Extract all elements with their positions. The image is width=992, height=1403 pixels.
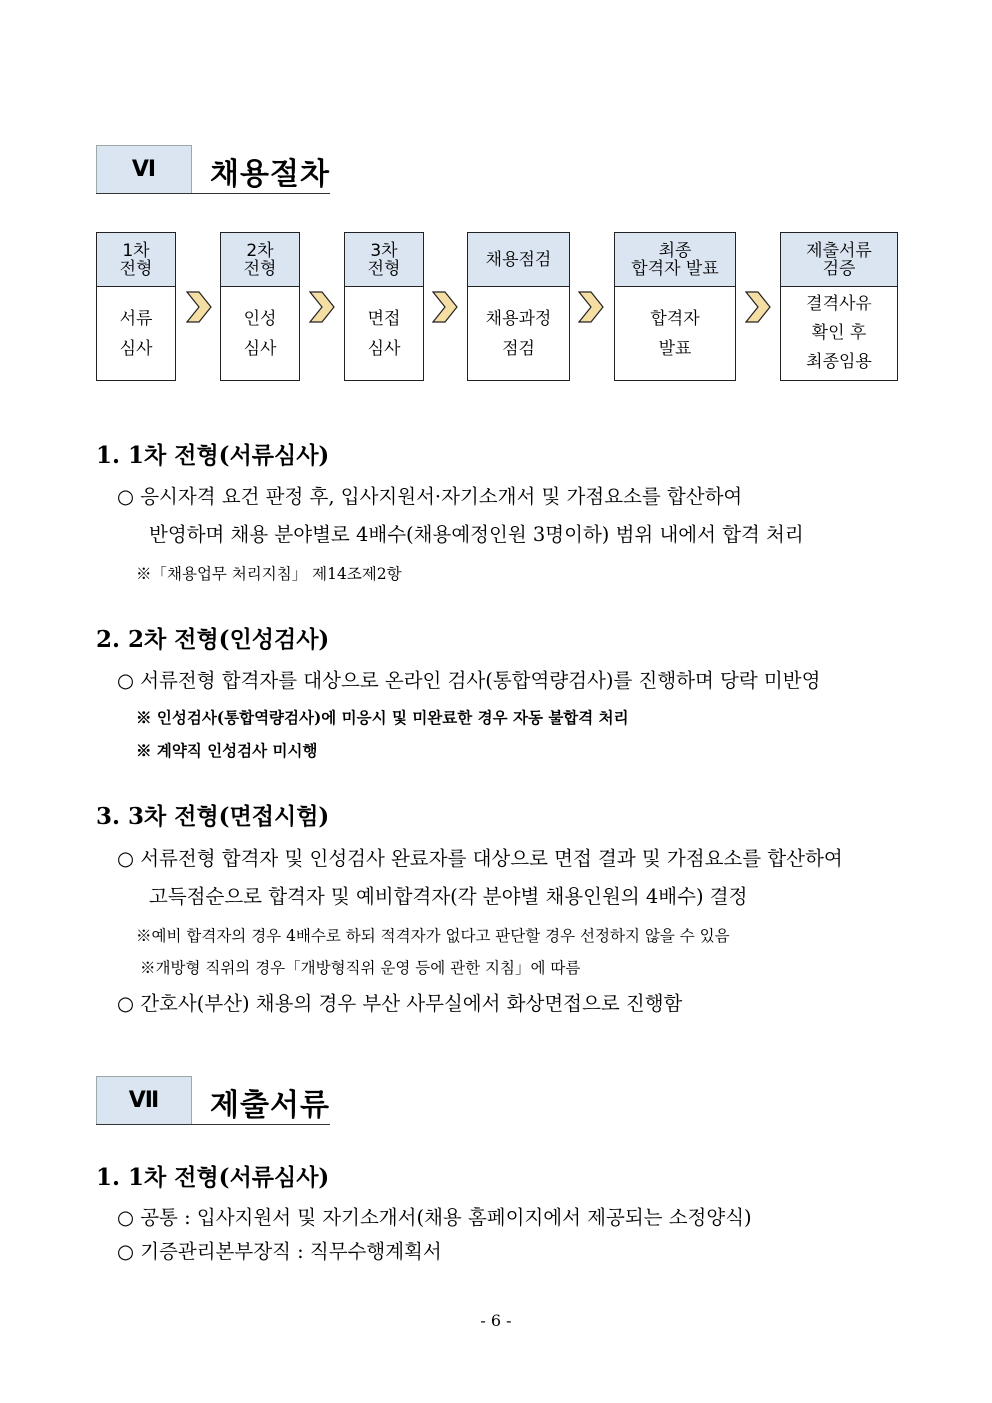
bullet-line: ○ 기증관리본부장직 : 직무수행계획서 xyxy=(117,1240,442,1263)
section-title: 채용절차 xyxy=(210,157,330,192)
flow-step-desc: 합격자 발표 xyxy=(650,308,700,359)
chevron-right-icon xyxy=(186,291,212,323)
reference-note: ※개방형 직위의 경우「개방형직위 운영 등에 관한 지침」에 따름 xyxy=(140,959,581,977)
bullet-line: ○ 간호사(부산) 채용의 경우 부산 사무실에서 화상면접으로 진행함 xyxy=(117,992,683,1015)
bullet-line: ○ 서류전형 합격자 및 인성검사 완료자를 대상으로 면접 결과 및 가점요소를 합산하여 xyxy=(117,847,843,870)
chevron-right-icon xyxy=(745,291,771,323)
subsection-heading: 1. 1차 전형(서류심사) xyxy=(96,442,330,469)
bullet-line-continued: 반영하며 채용 분야별로 4배수(채용예정인원 3명이하) 범위 내에서 합격 처리 xyxy=(149,523,804,546)
flow-step-desc: 채용과정 점검 xyxy=(485,308,552,359)
flow-step-title: 채용점검 xyxy=(468,233,569,287)
flow-step-2 xyxy=(220,232,300,381)
flow-step-1 xyxy=(96,232,176,381)
flow-step-4 xyxy=(467,232,570,381)
flow-step-desc: 인성 심사 xyxy=(243,308,277,359)
section-header-7 xyxy=(96,1076,330,1125)
section-number: Ⅵ xyxy=(96,145,192,193)
chevron-right-icon xyxy=(432,291,458,323)
subsection-heading: 1. 1차 전형(서류심사) xyxy=(96,1164,330,1191)
reference-note: ※예비 합격자의 경우 4배수로 하되 적격자가 없다고 판단할 경우 선정하지 않을 수 있음 xyxy=(136,927,730,945)
flow-step-title: 제출서류 검증 xyxy=(781,233,897,287)
page-number: - 6 - xyxy=(480,1311,512,1330)
chevron-right-icon xyxy=(578,291,604,323)
flow-step-title: 최종 합격자 발표 xyxy=(615,233,735,287)
flow-step-title: 3차 전형 xyxy=(345,233,423,287)
bullet-line: ○ 공통 : 입사지원서 및 자기소개서(채용 홈페이지에서 제공되는 소정양식) xyxy=(117,1206,752,1229)
flow-step-title: 2차 전형 xyxy=(221,233,299,287)
flow-step-title: 1차 전형 xyxy=(97,233,175,287)
flow-step-desc: 서류 심사 xyxy=(119,308,153,359)
section-number: Ⅶ xyxy=(96,1076,192,1124)
section-header-6 xyxy=(96,145,330,194)
subsection-heading: 3. 3차 전형(면접시험) xyxy=(96,803,330,830)
reference-note: ※「채용업무 처리지침」 제14조제2항 xyxy=(136,565,402,583)
flow-step-desc: 면접 심사 xyxy=(367,308,401,359)
chevron-right-icon xyxy=(309,291,335,323)
bullet-line: ○ 서류전형 합격자를 대상으로 온라인 검사(통합역량검사)를 진행하며 당락 미반영 xyxy=(117,669,821,692)
flow-step-5 xyxy=(614,232,736,381)
bullet-line-continued: 고득점순으로 합격자 및 예비합격자(각 분야별 채용인원의 4배수) 결정 xyxy=(149,885,748,908)
flow-step-6 xyxy=(780,232,898,381)
flow-step-desc: 결격사유 확인 후 최종임용 xyxy=(806,294,872,372)
reference-note: ※ 계약직 인성검사 미시행 xyxy=(136,741,318,760)
flow-step-3 xyxy=(344,232,424,381)
section-title: 제출서류 xyxy=(210,1088,330,1123)
reference-note: ※ 인성검사(통합역량검사)에 미응시 및 미완료한 경우 자동 불합격 처리 xyxy=(136,708,629,727)
bullet-line: ○ 응시자격 요건 판정 후, 입사지원서·자기소개서 및 가점요소를 합산하여 xyxy=(117,485,743,508)
subsection-heading: 2. 2차 전형(인성검사) xyxy=(96,626,330,653)
